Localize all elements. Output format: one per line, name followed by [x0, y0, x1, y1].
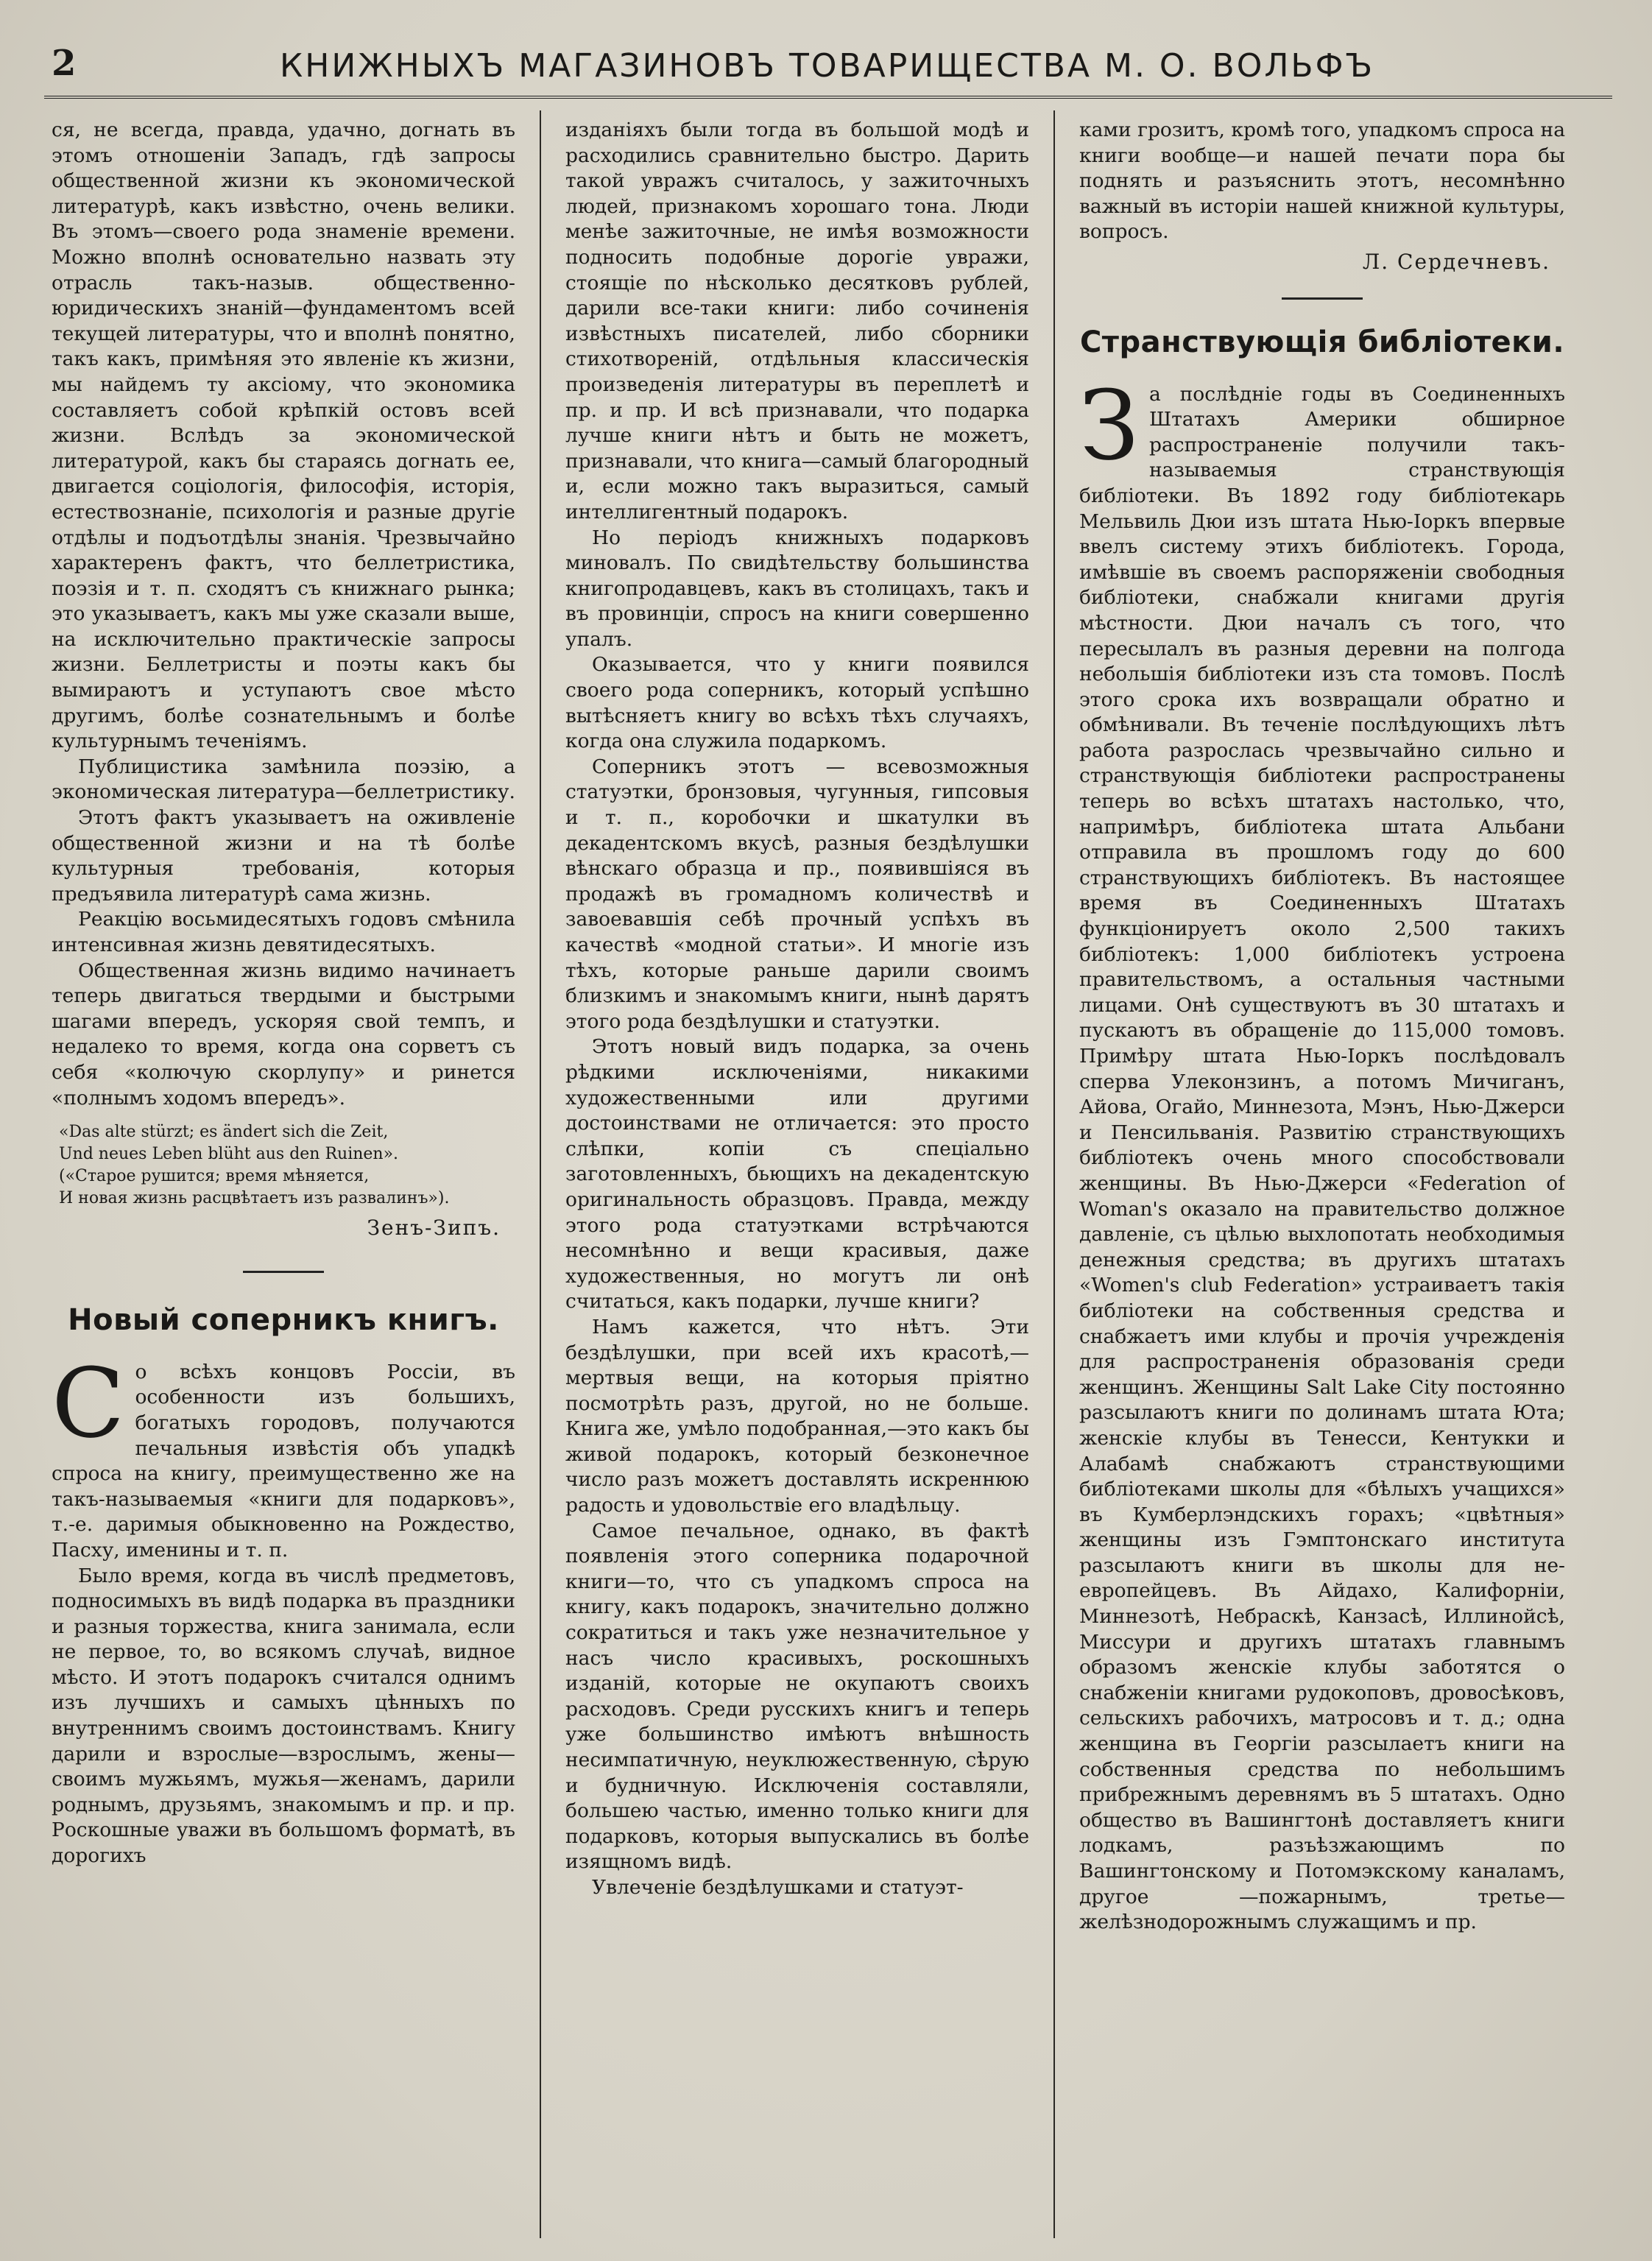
paragraph — [1079, 369, 1565, 1936]
paragraph: Соперникъ этотъ — всевозможныя статуэтки, бронзовыя, чугунныя, гипсовыя и т. п., коробочки и шкатулки въ декадентскомъ вкусѣ, разныя бездѣлушки вѣнскаго образца и пр., появившiяся въ продажѣ въ громадномъ количествѣ и завоевавшiя себѣ прочный успѣхъ въ качествѣ «модной статьи». И многiе изъ тѣхъ, которые раньше дарили своимъ близкимъ и знакомымъ книги, нынѣ дарятъ этого рода бездѣлушки и статуэтки. — [565, 755, 1029, 1033]
paragraph: Намъ кажется, что нѣтъ. Эти бездѣлушки, при всей ихъ красотѣ,—мертвыя вещи, на которыя прiятно посмотрѣть разъ, другой, но не больше. Книга же, умѣло подобранная,—это какъ бы живой подарокъ, который безконечное число разъ можетъ доставлять искреннюю радость и удовольствiе его владѣльцу. — [565, 1315, 1029, 1517]
paragraph: Этотъ фактъ указываетъ на оживленiе общественной жизни и на тѣ болѣе культурныя требованiя, которыя предъявила литературѣ сама жизнь. — [52, 806, 515, 906]
paragraph: Но перiодъ книжныхъ подарковъ миновалъ. По свидѣтельству большинства книгопродавцевъ, какъ въ столицахъ, такъ и въ провинцiи, спросъ на книги совершенно упалъ. — [565, 526, 1029, 651]
paragraph: Было время, когда въ числѣ предметовъ, подносимыхъ въ видѣ подарка въ праздники и разныя торжества, книга занимала, если не первое, то, во всякомъ случаѣ, видное мѣсто. И этотъ подарокъ считался однимъ изъ лучшихъ и самыхъ цѣнныхъ по внутреннимъ своимъ достоинствамъ. Книгу дарили и взрослые—взрослымъ, жены—своимъ мужьямъ, мужья—женамъ, дарили роднымъ, друзьямъ, знакомымъ и пр. и пр. Роскошные уважи въ большомъ форматѣ, въ дорогихъ — [52, 1564, 515, 1868]
paragraph: Реакцiю восьмидесятыхъ годовъ смѣнила интенсивная жизнь девятидесятыхъ. — [52, 908, 515, 956]
drop-cap: С — [52, 1347, 125, 1459]
quote-line: Und neues Leben blüht aus den Ruinen». — [59, 1145, 399, 1164]
paragraph: Общественная жизнь видимо начинаетъ теперь двигаться твердыми и быстрыми шагами впередъ, ускоряя свой темпъ, и недалеко то время, когда она сорветъ съ себя «колючую скорлупу» и ринется «полнымъ ходомъ впередъ». — [52, 959, 515, 1110]
lead-text: а послѣднiе годы въ Соединенныхъ Штатахъ Америки обширное распространенiе получили такъ-называемыя странствующiя библiотеки. Въ 1892 году библiотекарь Мельвиль Дюи изъ штата Нью-Iоркъ впервые ввелъ систему этихъ библiотекъ. Города, имѣвшiе въ своемъ распоряженiи свободныя библiотеки, снабжали книгами другiя мѣстности. Дюи началъ съ того, что пересылалъ въ разныя деревни на полгода небольшiя библiотеки изъ ста томовъ. Послѣ этого срока ихъ возвращали обратно и обмѣнивали. Въ теченiе послѣдующихъ лѣтъ работа разрослась чрезвычайно сильно и странствующiя библiотеки распространены теперь во всѣхъ штатахъ настолько, что, напримѣръ, библiотека штата Альбани отправила въ прошломъ году до 600 странствующихъ библiотекъ. Въ настоящее время въ Соединенныхъ Штатахъ функцiонируетъ около 2,500 такихъ библiотекъ: 1,000 библiотекъ устроена правительствомъ, а остальныя частными лицами. Онѣ существуютъ въ 30 штатахъ и пускаютъ въ обращенiе до 115,000 томовъ. Примѣру штата Нью-Iоркъ послѣдовалъ сперва Улеконзинъ, а потомъ Мичиганъ, Айова, Огайо, Миннезота, Мэнъ, Нью-Джерси и Пенсильванiя. Развитiю странствующихъ библiотекъ очень много способствовали женщины. Въ Нью-Джерси «Federation of Woman's оказало на правительство должное давленiе, съ цѣлью выхлопотать необходимыя денежныя средства; въ другихъ штатахъ «Women's club Federation» устраиваетъ такiя библiотеки на собственныя средства и снабжаетъ ими клубы и прочiя учрежденiя для распространенiя образованiя среди женщинъ. Женщины Salt Lake City постоянно разсылаютъ книги по долинамъ штата Юта; женскiе клубы въ Тенесси, Кентукки и Алабамѣ снабжаютъ странствующими библiотеками школы для «бѣлыхъ учащихся» въ Кумберлэндскихъ горахъ; «цвѣтныя» женщины изъ Гэмптонскаго института разсылаютъ книги въ школы для не-европейцевъ. Въ Айдахо, Калифорнiи, Миннезотѣ, Небраскѣ, Канзасѣ, Иллинойсѣ, Миссури и другихъ штатахъ главнымъ образомъ женскiе клубы заботятся о снабженiи книгами рудокоповъ, дровосѣковъ, сельскихъ рабочихъ, матросовъ и т. д.; одна женщина въ Георгiи разсылаетъ книги на собственныя средства по небольшимъ прибрежнымъ деревнямъ въ 5 штатахъ. Одно общество въ Вашингтонѣ доставляетъ книги лодкамъ, разъѣзжающимъ по Вашингтонскому и Потомэкскому каналамъ, другое —пожарнымъ, третье—желѣзнодорожнымъ служащимъ и пр. — [1079, 382, 1565, 1934]
drop-cap: З — [1079, 369, 1139, 482]
author-signature: Зенъ-Зипъ. — [367, 1216, 501, 1241]
article-title: Странствующiя библiотеки. — [1079, 325, 1565, 359]
section-divider — [1282, 297, 1363, 300]
epigraph-quote — [59, 1121, 515, 1210]
page-header — [44, 37, 1612, 99]
paragraph: Самое печальное, однако, въ фактѣ появленiя этого соперника подарочной книги—то, что съ упадкомъ спроса на книгу, какъ подарокъ, значительно должно сократиться и такъ уже незначительное у насъ число красивыхъ, роскошныхъ изданiй, которые не окупаютъ своихъ расходовъ. Среди русскихъ книгъ и теперь уже большинство имѣютъ внѣшность несимпатичную, неуклюжественную, сѣрую и будничную. Исключенiя составляли, большею частью, именно только книги для подарковъ, которыя выпускались въ болѣе изящномъ видѣ. — [565, 1519, 1029, 1874]
running-title: КНИЖНЫХЪ МАГАЗИНОВЪ ТОВАРИЩЕСТВА М. О. ВОЛЬФЪ — [280, 47, 1375, 85]
paragraph: ками грозитъ, кромѣ того, упадкомъ спроса на книги вообще—и нашей печати пора бы поднять и разъяснить этотъ, несомнѣнно важный въ исторiи нашей книжной культуры, вопросъ. — [1079, 119, 1565, 244]
article-title: Новый соперникъ книгъ. — [68, 1302, 499, 1337]
paragraph: Увлеченiе бездѣлушками и статуэт- — [592, 1875, 964, 1899]
paragraph: Публицистика замѣнила поэзiю, а экономическая литература—беллетристику. — [52, 755, 515, 804]
column-rule — [540, 110, 541, 2238]
section-divider — [243, 1271, 324, 1273]
author-signature: Л. Сердечневъ. — [1362, 249, 1550, 274]
column-2 — [565, 118, 1029, 2238]
column-1 — [52, 118, 515, 2238]
paragraph: изданiяхъ были тогда въ большой модѣ и расходились сравнительно быстро. Дарить такой увражъ считалось, у зажиточныхъ людей, признакомъ хорошаго тона. Люди менѣе зажиточные, не имѣя возможности подносить подобные дорогiе увражи, стоящiе по нѣсколько десятковъ рублей, дарили все-таки книги: либо сочиненiя извѣстныхъ писателей, либо сборники стихотворенiй, отдѣльныя классическiя произведенiя литературы въ переплетѣ и пр. и пр. И всѣ признавали, что подарка лучше книги нѣтъ и быть не можетъ, признавали, что книга—самый благородный и, если можно такъ выразиться, самый интеллигентный подарокъ. — [565, 119, 1029, 523]
paragraph: Оказывается, что у книги появился своего рода соперникъ, который успѣшно вытѣсняетъ книгу во всѣхъ тѣхъ случаяхъ, когда она служила подаркомъ. — [565, 653, 1029, 753]
column-3 — [1079, 118, 1565, 2238]
quote-line: «Das alte stürzt; es ändert sich die Zeit, — [59, 1123, 389, 1142]
paragraph: Этотъ новый видъ подарка, за очень рѣдкими исключенiями, никакими художественными или другими достоинствами не отличается: это просто слѣпки, копiи съ спецiально заготовленныхъ, бьющихъ на декадентскую оригинальность образцовъ. Правда, между этого рода статуэтками встрѣчаются несомнѣнно и вещи красивыя, даже художественныя, но могутъ ли онѣ считаться, какъ подарки, лучше книги? — [565, 1035, 1029, 1313]
page-number: 2 — [52, 43, 77, 84]
column-rule — [1053, 110, 1055, 2238]
paragraph: ся, не всегда, правда, удачно, догнать въ этомъ отношенiи Западъ, гдѣ запросы общественной жизни къ экономической литературѣ, какъ извѣстно, очень велики. Въ этомъ—своего рода знаменiе времени. Можно вполнѣ основательно назвать эту отрасль такъ-назыв. общественно-юридическихъ знанiй—фундаментомъ всей текущей литературы, что и вполнѣ понятно, такъ какъ, примѣняя это явленiе къ жизни, мы найдемъ ту аксiому, что экономика составляетъ собой крѣпкiй остовъ всей жизни. Вслѣдъ за экономической литературой, какъ бы стараясь догнать ее, двигается соцiологiя, философiя, исторiя, естествознанiе, психологiя и разные другiе отдѣлы и подъотдѣлы знанiя. Чрезвычайно характеренъ фактъ, что беллетристика, поэзiя и т. п. сходятъ съ книжнаго рынка; это указываетъ, какъ мы уже сказали выше, на исключительно практическiе запросы жизни. Беллетристы и поэты какъ бы вымираютъ и уступаютъ свое мѣсто другимъ, болѣе сознательнымъ и болѣе культурнымъ теченiямъ. — [52, 119, 515, 753]
quote-line: («Старое рушится; время мѣняется, — [59, 1167, 370, 1186]
quote-line: И новая жизнь расцвѣтаетъ изъ развалинъ»). — [59, 1189, 450, 1208]
paragraph — [52, 1347, 515, 1564]
lead-text: о всѣхъ концовъ Россiи, въ особенности изъ большихъ, богатыхъ городовъ, получаются печальныя извѣстiя объ упадкѣ спроса на книгу, преимущественно же на такъ-называемыя «книги для подарковъ», т.-е. даримыя обыкновенно на Рождество, Пасху, именины и т. п. — [52, 1360, 515, 1562]
